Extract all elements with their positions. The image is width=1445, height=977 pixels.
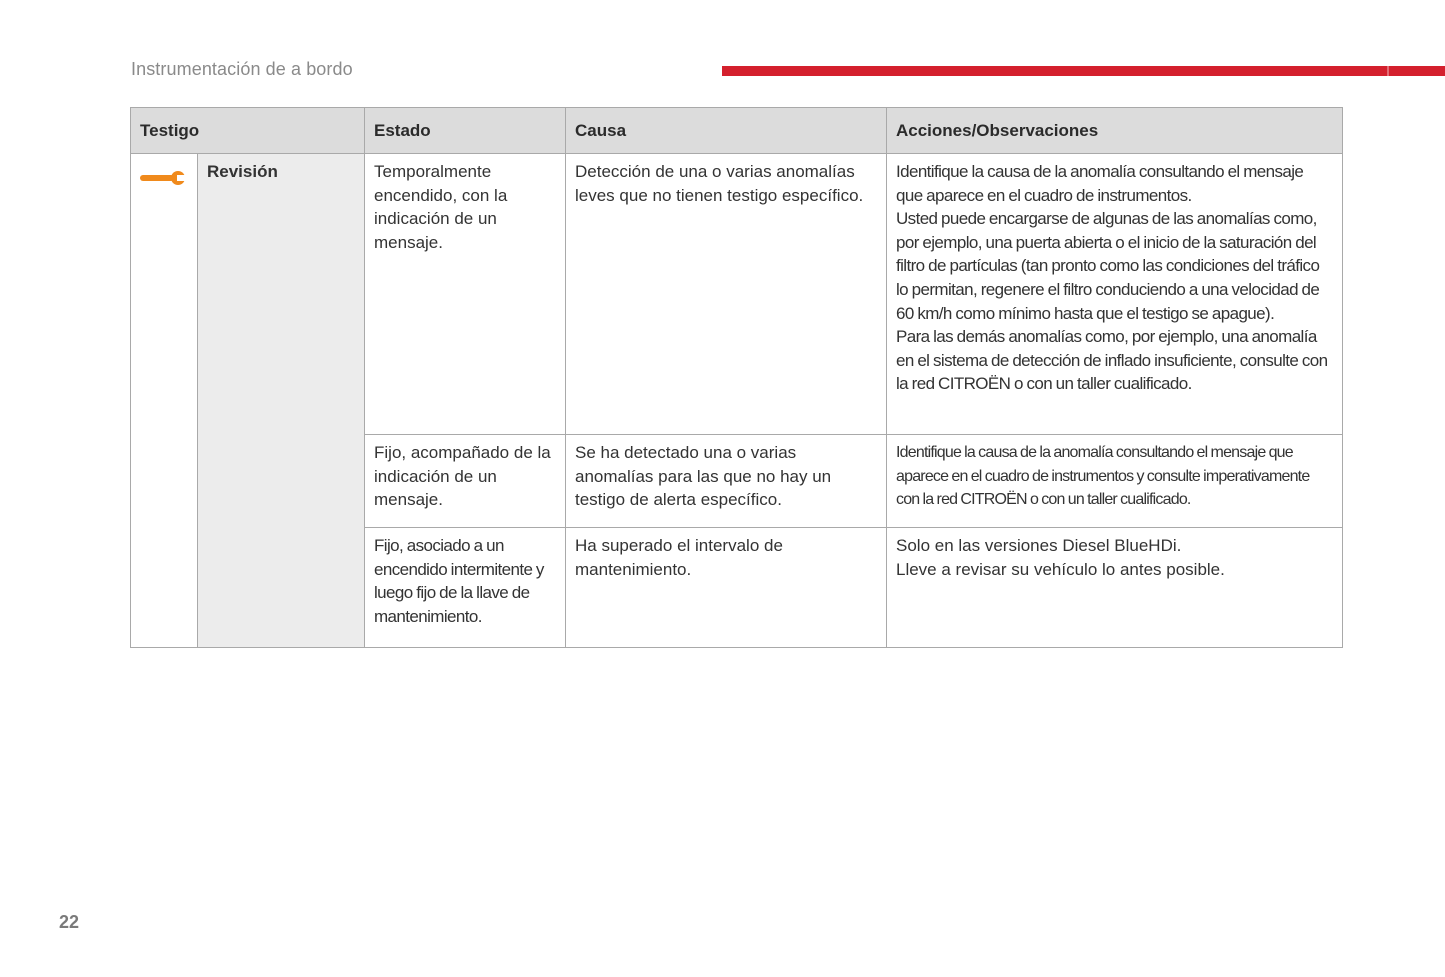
page-number: 22 bbox=[59, 912, 80, 932]
estado-cell: Fijo, acompañado de la indicación de un mensaje. bbox=[365, 435, 566, 528]
causa-cell: Detección de una o varias anomalías leves que no tienen testigo específico. bbox=[566, 154, 887, 435]
column-header-estado: Estado bbox=[365, 108, 566, 154]
acciones-paragraph: Para las demás anomalías como, por ejemplo, una anomalía en el sistema de detección de inflado insuficiente, consulte con la red CITROËN o con un taller cualificado. bbox=[896, 327, 1328, 394]
column-header-causa: Causa bbox=[566, 108, 887, 154]
indicator-icon-cell bbox=[131, 154, 198, 648]
causa-cell: Ha superado el intervalo de mantenimiento. bbox=[566, 528, 887, 648]
acciones-cell bbox=[887, 435, 1343, 528]
estado-cell: Temporalmente encendido, con la indicación de un mensaje. bbox=[365, 154, 566, 435]
indicator-name: Revisión bbox=[198, 154, 365, 648]
acciones-cell bbox=[887, 154, 1343, 435]
section-title: Instrumentación de a bordo bbox=[131, 59, 353, 79]
acciones-paragraph: Lleve a revisar su vehículo lo antes posible. bbox=[896, 559, 1225, 579]
acciones-cell bbox=[887, 528, 1343, 648]
table-row bbox=[131, 154, 1343, 435]
acciones-paragraph: Usted puede encargarse de algunas de las anomalías como, por ejemplo, una puerta abierta o el inicio de la saturación del filtro de partículas (tan pronto como las condiciones del tráfico lo permitan, regenere el filtro conduciendo a una velocidad de 60 km/h como mínimo hasta que el testigo se apague). bbox=[896, 209, 1320, 323]
wrench-icon bbox=[139, 166, 189, 197]
column-header-acciones: Acciones/Observaciones bbox=[887, 108, 1343, 154]
column-header-testigo: Testigo bbox=[131, 108, 365, 154]
acciones-paragraph: Solo en las versiones Diesel BlueHDi. bbox=[896, 536, 1182, 555]
acciones-paragraph: Identifique la causa de la anomalía consultando el mensaje que aparece en el cuadro de instrumentos. bbox=[896, 162, 1304, 205]
table-header-row bbox=[131, 108, 1343, 154]
causa-cell: Se ha detectado una o varias anomalías para las que no hay un testigo de alerta específico. bbox=[566, 435, 887, 528]
acciones-paragraph: Identifique la causa de la anomalía consultando el mensaje que aparece en el cuadro de instrumentos y consulte imperativamente con la red CITROËN o con un taller cualificado. bbox=[896, 444, 1310, 509]
warning-lights-table bbox=[130, 107, 1343, 648]
estado-cell: Fijo, asociado a un encendido intermitente y luego fijo de la llave de mantenimiento. bbox=[365, 528, 566, 648]
header-accent-bar bbox=[722, 66, 1445, 76]
